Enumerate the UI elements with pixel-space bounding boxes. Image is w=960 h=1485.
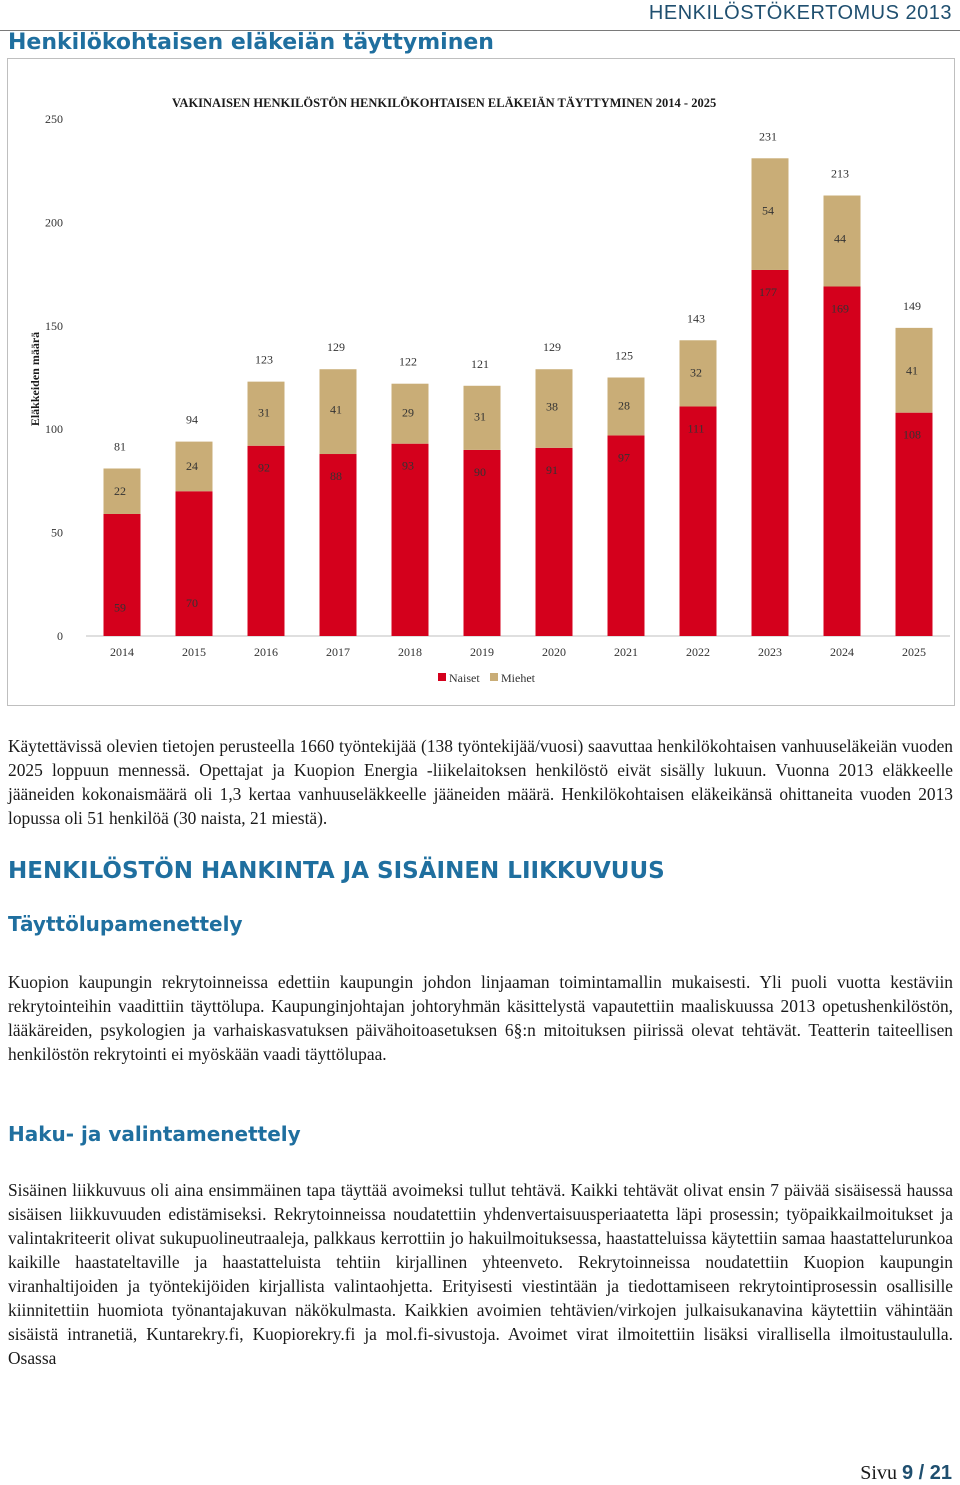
data-label-naiset: 108 bbox=[903, 427, 921, 442]
data-label-naiset: 92 bbox=[258, 460, 270, 475]
legend-label-naiset: Naiset bbox=[449, 671, 480, 685]
subheading-selection: Haku- ja valintamenettely bbox=[8, 1122, 301, 1146]
data-label-naiset: 70 bbox=[186, 596, 198, 611]
data-label-naiset: 97 bbox=[618, 450, 630, 465]
x-tick-label: 2022 bbox=[686, 645, 710, 659]
data-label-total: 143 bbox=[687, 311, 705, 326]
x-tick-label: 2023 bbox=[758, 645, 782, 659]
data-label-naiset: 91 bbox=[546, 462, 558, 477]
data-label-miehet: 38 bbox=[546, 399, 558, 414]
x-tick-label: 2019 bbox=[470, 645, 494, 659]
intro-paragraph: Käytettävissä olevien tietojen perusteella 1660 työntekijää (138 työntekijää/vuosi) saavuttaa henkilökohtaisen vanhuuseläkeiän vuoden 2025 loppuun mennessä. Opettajat ja Kuopion Energia -liikelaitoksen henkilöstö eivät sisälly lukuun. Vuonna 2013 eläkkeelle jääneiden kokonaismäärä oli 1,3 kertaa vanhuuseläkkeelle jääneiden määrä. Henkilökohtaisen eläkeikänsä ohittaneita vuoden 2013 lopussa oli 51 henkilöä (30 naista, 21 miestä). bbox=[8, 736, 953, 828]
chart-title: VAKINAISEN HENKILÖSTÖN HENKILÖKOHTAISEN ELÄKEIÄN TÄYTTYMINEN 2014 - 2025 bbox=[172, 96, 717, 110]
x-tick-label: 2025 bbox=[902, 645, 926, 659]
page-header bbox=[0, 0, 960, 58]
x-tick-label: 2021 bbox=[614, 645, 638, 659]
permit-paragraph: Kuopion kaupungin rekrytoinneissa edettiin kaupungin johdon linjaaman toimintamallin mukaisesti. Yli puoli vuotta kestäviin rekrytointeihin vaadittiin täyttölupa. Kaupunginjohtajan johtoryhmän käsittelystä vapautettiin maaliskuussa 2013 opetushenkilöstön, lääkäreiden, psykologien ja varhaiskasvatuksen päivähoitoasetuksen 6§:n mitoituksen piirissä olevat tehtävät. Teatterin taiteellisen henkilöstön rekrytointi ei myöskään vaadi täyttölupaa. bbox=[8, 972, 953, 1064]
x-tick-label: 2018 bbox=[398, 645, 422, 659]
y-tick-label: 200 bbox=[45, 215, 63, 230]
x-tick-label: 2014 bbox=[110, 645, 134, 659]
data-label-total: 231 bbox=[759, 129, 777, 144]
bar-naiset bbox=[680, 406, 717, 636]
data-label-total: 122 bbox=[399, 354, 417, 369]
y-tick-label: 150 bbox=[45, 318, 63, 333]
data-label-miehet: 31 bbox=[474, 409, 486, 424]
data-label-naiset: 177 bbox=[759, 284, 777, 299]
retirement-chart bbox=[7, 58, 955, 706]
page-footer bbox=[860, 1462, 952, 1485]
data-label-miehet: 29 bbox=[402, 405, 414, 420]
page-number: 9 / 21 bbox=[901, 1462, 952, 1484]
data-label-miehet: 41 bbox=[906, 363, 918, 378]
y-axis-label: Eläkkeiden määrä bbox=[28, 331, 42, 427]
chart-canvas bbox=[8, 59, 954, 705]
data-label-miehet: 22 bbox=[114, 483, 126, 498]
data-label-total: 129 bbox=[543, 340, 561, 355]
data-label-total: 121 bbox=[471, 356, 489, 371]
data-label-total: 125 bbox=[615, 348, 633, 363]
section-heading: HENKILÖSTÖN HANKINTA JA SISÄINEN LIIKKUVUUS bbox=[8, 858, 665, 884]
data-label-naiset: 88 bbox=[330, 469, 342, 484]
data-label-miehet: 32 bbox=[690, 365, 702, 380]
bar-naiset bbox=[752, 270, 789, 636]
y-tick-label: 50 bbox=[51, 525, 63, 540]
legend-label-miehet: Miehet bbox=[501, 671, 535, 685]
data-label-naiset: 169 bbox=[831, 301, 849, 316]
data-label-total: 123 bbox=[255, 352, 273, 367]
data-label-naiset: 111 bbox=[687, 421, 705, 436]
data-label-total: 81 bbox=[114, 439, 126, 454]
x-tick-label: 2020 bbox=[542, 645, 566, 659]
bar-naiset bbox=[176, 491, 213, 636]
bar-naiset bbox=[824, 287, 861, 636]
x-tick-label: 2015 bbox=[182, 645, 206, 659]
data-label-miehet: 28 bbox=[618, 398, 630, 413]
x-tick-label: 2016 bbox=[254, 645, 278, 659]
y-tick-label: 100 bbox=[45, 422, 63, 437]
section-title: Henkilökohtaisen eläkeiän täyttyminen bbox=[8, 30, 494, 55]
data-label-total: 213 bbox=[831, 166, 849, 181]
bar-naiset bbox=[608, 435, 645, 636]
data-label-miehet: 31 bbox=[258, 405, 270, 420]
x-tick-label: 2024 bbox=[830, 645, 854, 659]
selection-paragraph: Sisäinen liikkuvuus oli aina ensimmäinen tapa täyttää avoimeksi tullut tehtävä. Kaikki tehtävät olivat ensin 7 päivää sisäisessä haussa sisäisen liikkuvuuden edistämiseksi. Rekrytoinneissa noudatettiin yhdenvertaisuusperiaatetta läpi prosessin; työpaikkailmoitukset ja valintakriteerit olivat sukupuolineutraaleja, palkkaus kerrottiin jo hakuilmoituksessa, haastatteluissa käytettiin samaa haastattelurunkoa kaikille haastateltaville ja haastatteluista tehtiin kirjallinen yhteenveto. Rekrytoinneissa noudatettiin Kuopion kaupungin viranhaltijoiden ja työntekijöiden kirjallista valintaohjetta. Erityisesti viestintään ja tiedottamiseen rekrytointiprosessin osallisille kiinnitettiin huomiota työnantajakuvan näkökulmasta. Kaikkien avoimien tehtävien/virkojen julkaisukanavina käytettiin vähintään sisäistä intranetiä, Kuntarekry.fi, Kuopiorekry.fi ja mol.fi-sivustoja. Avoimet virat ilmoitettiin lisäksi virallisella ilmoitustaululla. Osassa bbox=[8, 1180, 953, 1368]
data-label-miehet: 24 bbox=[186, 458, 198, 473]
data-label-total: 94 bbox=[186, 412, 198, 427]
y-tick-label: 250 bbox=[45, 112, 63, 126]
data-label-miehet: 54 bbox=[762, 203, 774, 218]
subheading-permit: Täyttölupamenettely bbox=[8, 912, 243, 936]
data-label-naiset: 93 bbox=[402, 458, 414, 473]
data-label-naiset: 59 bbox=[114, 600, 126, 615]
data-label-miehet: 44 bbox=[834, 231, 846, 246]
data-label-total: 149 bbox=[903, 298, 921, 313]
bar-naiset bbox=[104, 514, 141, 636]
page-label: Sivu bbox=[860, 1462, 897, 1484]
legend-swatch-miehet bbox=[490, 673, 498, 681]
data-label-naiset: 90 bbox=[474, 464, 486, 479]
data-label-total: 129 bbox=[327, 340, 345, 355]
y-tick-label: 0 bbox=[57, 629, 63, 643]
bar-naiset bbox=[896, 413, 933, 636]
legend-swatch-naiset bbox=[438, 673, 446, 681]
x-tick-label: 2017 bbox=[326, 645, 350, 659]
data-label-miehet: 41 bbox=[330, 402, 342, 417]
report-title: HENKILÖSTÖKERTOMUS 2013 bbox=[648, 2, 952, 24]
